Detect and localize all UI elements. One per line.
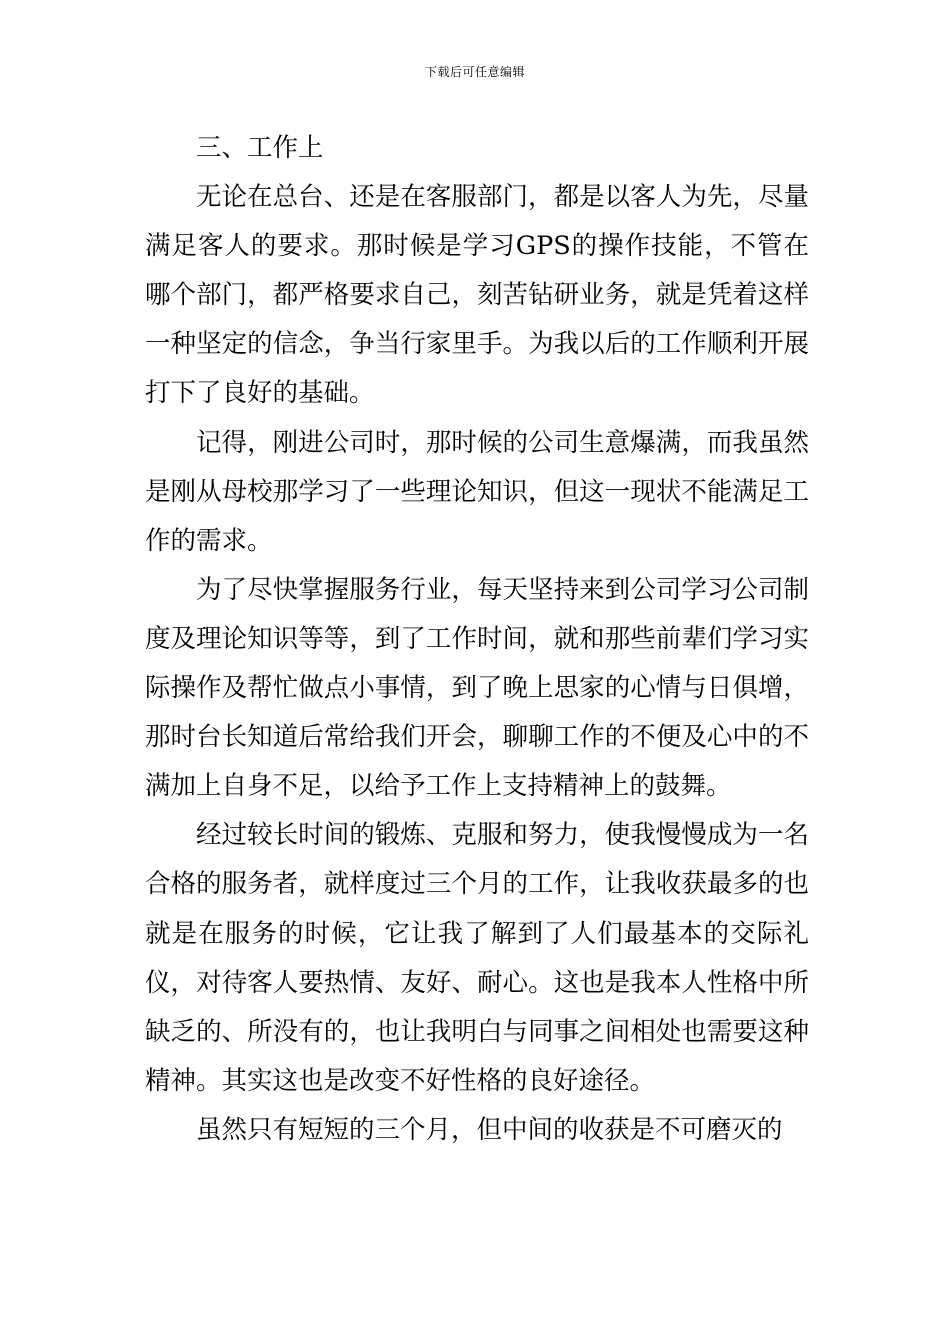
- paragraph: 为了尽快掌握服务行业，每天坚持来到公司学习公司制度及理论知识等等，到了工作时间，就和那些前辈们学习实际操作及帮忙做点小事情，到了晚上思家的心情与日俱增，那时台长知道后常给我们开会，聊聊工作的不便及心中的不满加上自身不足，以给予工作上支持精神上的鼓舞。: [145, 574, 809, 802]
- section-heading: 三、工作上: [196, 133, 324, 163]
- document-body: [145, 124, 809, 1155]
- paragraph: 经过较长时间的锻炼、克服和努力，使我慢慢成为一名合格的服务者，就样度过三个月的工作，让我收获最多的也就是在服务的时候，它让我了解到了人们最基本的交际礼仪，对待客人要热情、友好、耐心。这也是我本人性格中所缺乏的、所没有的，也让我明白与同事之间相处也需要这种精神。其实这也是改变不好性格的良好途径。: [145, 820, 809, 1096]
- paragraph: 无论在总台、还是在客服部门，都是以客人为先，尽量满足客人的要求。那时候是学习GPS的操作技能，不管在哪个部门，都严格要求自己，刻苦钻研业务，就是凭着这样一种坚定的信念，争当行家里手。为我以后的工作顺利开展打下了良好的基础。: [145, 182, 809, 409]
- paragraph: 记得，刚进公司时，那时候的公司生意爆满，而我虽然是刚从母校那学习了一些理论知识，但这一现状不能满足工作的需求。: [145, 427, 809, 556]
- page-header: 下载后可任意编辑: [424, 65, 525, 79]
- paragraph: 虽然只有短短的三个月，但中间的收获是不可磨灭的: [196, 1114, 783, 1145]
